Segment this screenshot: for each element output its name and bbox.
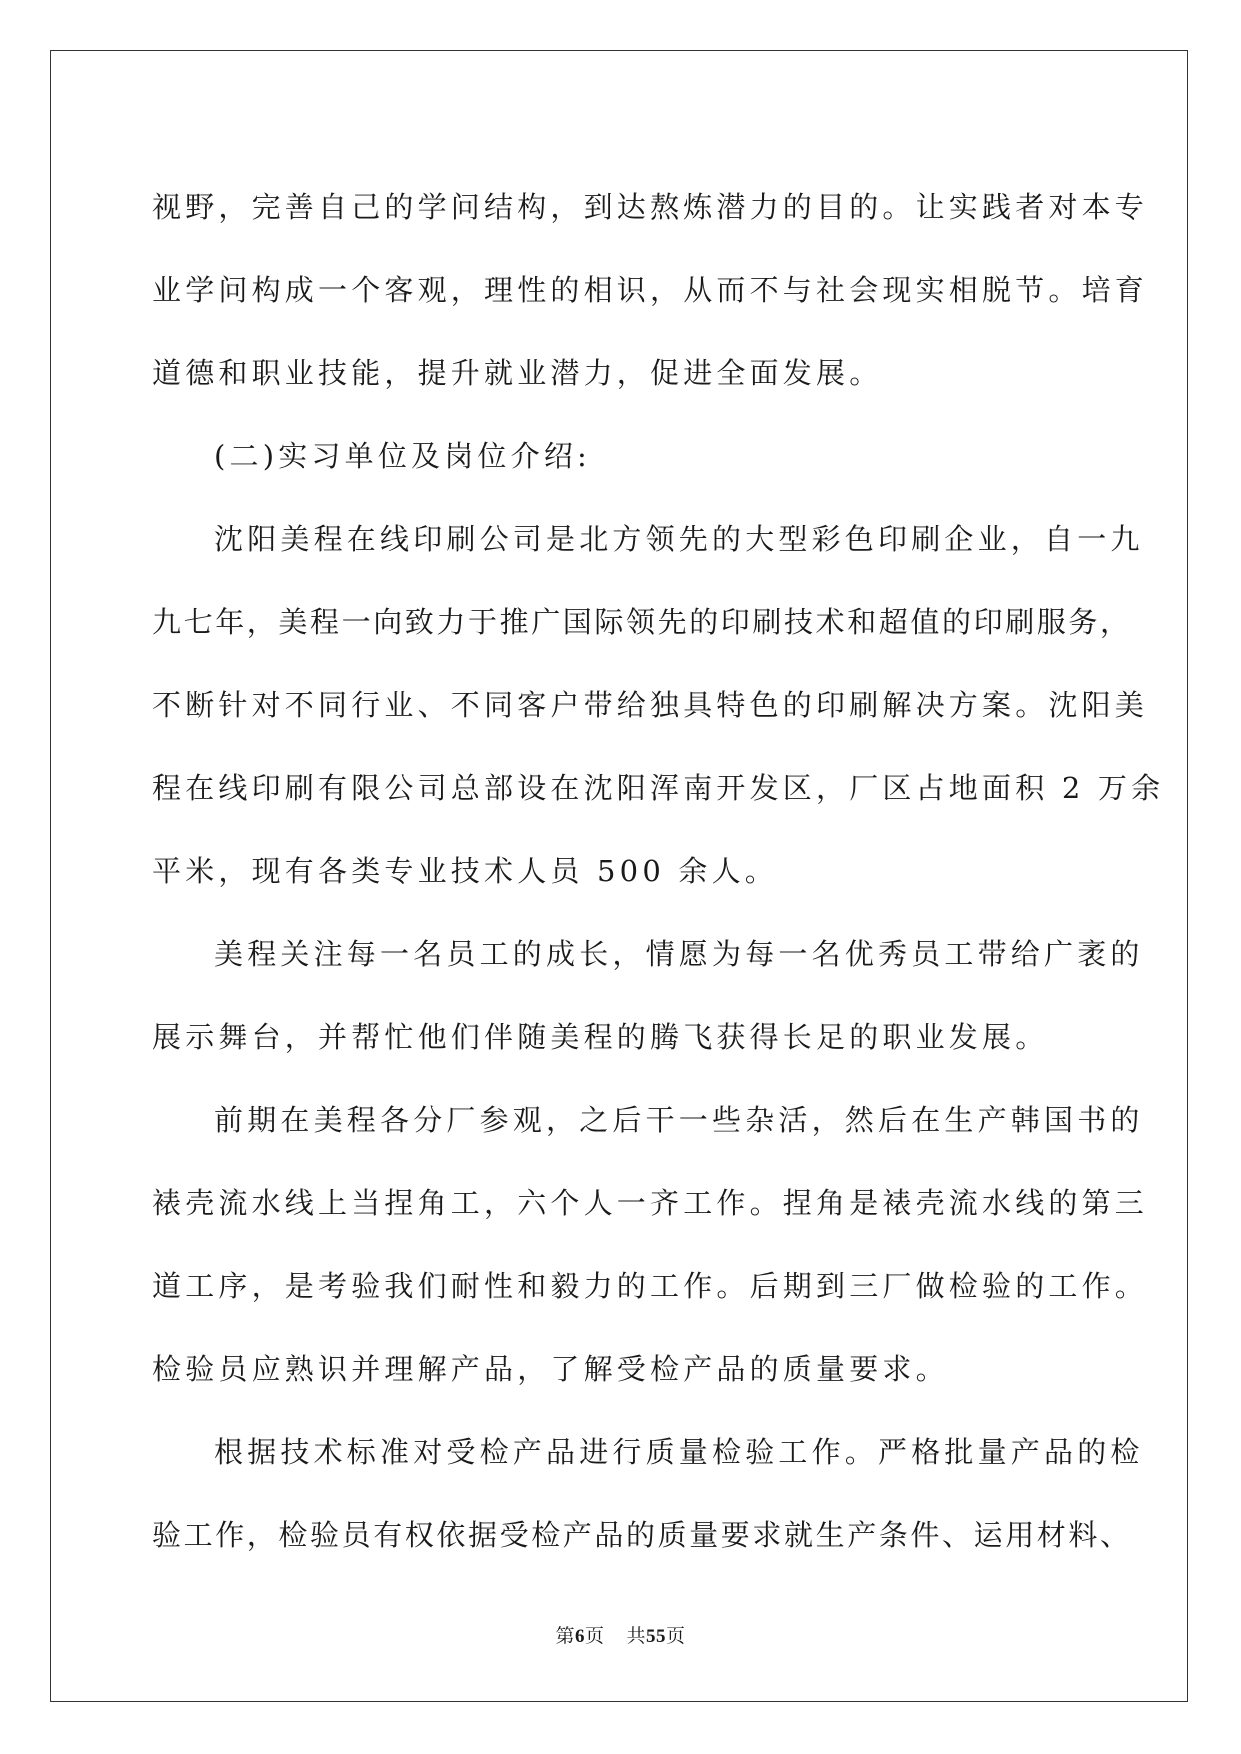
paragraph-line: 美程关注每一名员工的成长，情愿为每一名优秀员工带给广袤的 <box>214 937 1144 971</box>
paragraph-line: 检验员应熟识并理解产品，了解受检产品的质量要求。 <box>152 1352 949 1386</box>
page-prefix: 第 <box>555 1626 575 1647</box>
paragraph-line: 道德和职业技能，提升就业潜力，促进全面发展。 <box>152 356 883 390</box>
paragraph-line: 道工序，是考验我们耐性和毅力的工作。后期到三厂做检验的工作。 <box>152 1269 1149 1303</box>
page-suffix: 页 <box>584 1626 605 1647</box>
total-prefix: 共 <box>626 1626 647 1647</box>
paragraph-line: 业学问构成一个客观，理性的相识，从而不与社会现实相脱节。培育 <box>152 273 1149 307</box>
paragraph-line: 展示舞台，并帮忙他们伴随美程的腾飞获得长足的职业发展。 <box>152 1020 1049 1054</box>
paragraph-line: 平米，现有各类专业技术人员 500 余人。 <box>152 854 778 888</box>
paragraph-line: 根据技术标准对受检产品进行质量检验工作。严格批量产品的检 <box>214 1435 1144 1469</box>
paragraph-line: 沈阳美程在线印刷公司是北方领先的大型彩色印刷企业，自一九 <box>214 522 1144 556</box>
paragraph-line: 不断针对不同行业、不同客户带给独具特色的印刷解决方案。沈阳美 <box>152 688 1149 722</box>
paragraph-line: 裱壳流水线上当捏角工，六个人一齐工作。捏角是裱壳流水线的第三 <box>152 1186 1149 1220</box>
page-number: 6 <box>574 1626 585 1647</box>
paragraph-line: 程在线印刷有限公司总部设在沈阳浑南开发区，厂区占地面积 2 万余 <box>152 771 1165 805</box>
total-pages: 55 <box>646 1626 667 1647</box>
paragraph-line: 九七年，美程一向致力于推广国际领先的印刷技术和超值的印刷服务， <box>152 605 1132 639</box>
paragraph-line: 验工作，检验员有权依据受检产品的质量要求就生产条件、运用材料、 <box>152 1518 1132 1552</box>
paragraph-line: 前期在美程各分厂参观，之后干一些杂活，然后在生产韩国书的 <box>214 1103 1144 1137</box>
page-footer <box>0 1621 1241 1648</box>
total-suffix: 页 <box>666 1626 686 1647</box>
document-body <box>152 166 1165 1577</box>
section-heading: (二)实习单位及岗位介绍: <box>214 439 591 473</box>
paragraph-line: 视野，完善自己的学问结构，到达熬炼潜力的目的。让实践者对本专 <box>152 190 1149 224</box>
